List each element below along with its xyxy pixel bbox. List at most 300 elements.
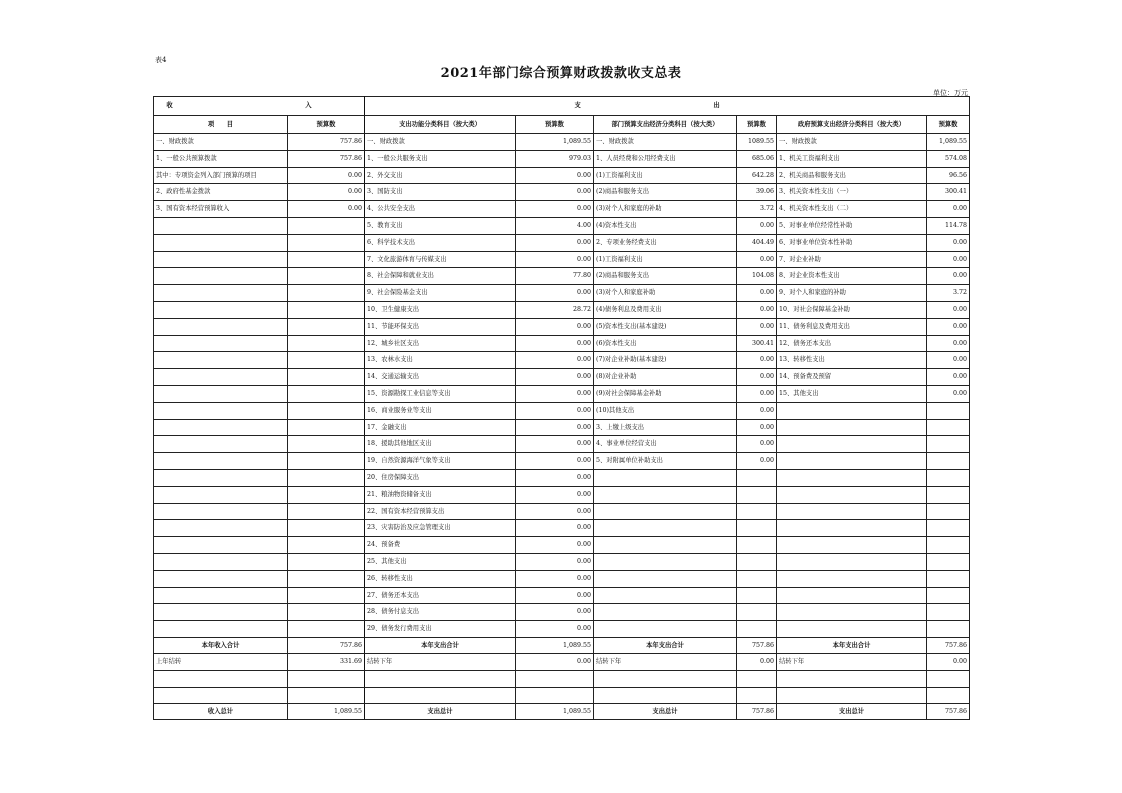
col-header: 预算数 bbox=[737, 116, 777, 134]
table-cell bbox=[154, 503, 288, 520]
table-cell bbox=[594, 570, 737, 587]
table-cell bbox=[154, 553, 288, 570]
table-cell: 本年支出合计 bbox=[365, 637, 516, 653]
table-cell: 10、卫生健康支出 bbox=[365, 301, 516, 318]
table-cell: (4)债务利息及费用支出 bbox=[594, 301, 737, 318]
table-cell bbox=[594, 604, 737, 621]
table-cell: 0.00 bbox=[737, 251, 777, 268]
table-cell: 3.72 bbox=[927, 285, 970, 302]
table-cell bbox=[594, 503, 737, 520]
table-cell bbox=[927, 453, 970, 470]
table-cell: 0.00 bbox=[516, 520, 594, 537]
table-cell: 2、专项业务经费支出 bbox=[594, 234, 737, 251]
table-cell bbox=[777, 537, 927, 554]
table-cell bbox=[288, 251, 365, 268]
table-cell: 0.00 bbox=[737, 318, 777, 335]
table-cell: 3.72 bbox=[737, 201, 777, 218]
table-cell bbox=[737, 537, 777, 554]
table-cell: (3)对个人和家庭的补助 bbox=[594, 201, 737, 218]
table-cell bbox=[737, 621, 777, 638]
table-cell: 77.80 bbox=[516, 268, 594, 285]
table-cell: 16、商业服务业等支出 bbox=[365, 402, 516, 419]
table-cell: 39.06 bbox=[737, 184, 777, 201]
table-cell bbox=[777, 469, 927, 486]
table-cell: 0.00 bbox=[516, 167, 594, 184]
table-cell bbox=[288, 436, 365, 453]
table-cell: 收入总计 bbox=[154, 704, 288, 720]
table-cell bbox=[927, 670, 970, 687]
table-cell: 0.00 bbox=[516, 285, 594, 302]
table-row bbox=[154, 469, 970, 486]
table-cell bbox=[288, 687, 365, 704]
table-row bbox=[154, 234, 970, 251]
table-cell bbox=[288, 503, 365, 520]
table-cell: 本年收入合计 bbox=[154, 637, 288, 653]
table-cell: 757.86 bbox=[737, 637, 777, 653]
table-cell bbox=[737, 486, 777, 503]
budget-table bbox=[153, 96, 970, 720]
table-cell: 0.00 bbox=[927, 385, 970, 402]
table-row bbox=[154, 419, 970, 436]
table-cell bbox=[737, 670, 777, 687]
table-cell: 404.49 bbox=[737, 234, 777, 251]
table-cell bbox=[288, 402, 365, 419]
table-cell bbox=[927, 436, 970, 453]
table-cell bbox=[288, 217, 365, 234]
table-cell bbox=[927, 469, 970, 486]
table-cell: 0.00 bbox=[516, 653, 594, 670]
table-cell bbox=[154, 587, 288, 604]
table-row bbox=[154, 201, 970, 218]
table-cell bbox=[594, 486, 737, 503]
table-row bbox=[154, 352, 970, 369]
table-cell bbox=[927, 486, 970, 503]
table-cell bbox=[777, 419, 927, 436]
table-cell: 28.72 bbox=[516, 301, 594, 318]
table-cell bbox=[927, 604, 970, 621]
table-cell bbox=[288, 570, 365, 587]
table-cell: 0.00 bbox=[927, 318, 970, 335]
table-cell: 0.00 bbox=[927, 251, 970, 268]
table-cell: 0.00 bbox=[516, 369, 594, 386]
table-cell: 757.86 bbox=[288, 637, 365, 653]
table-cell bbox=[737, 503, 777, 520]
table-cell bbox=[927, 587, 970, 604]
table-cell bbox=[288, 486, 365, 503]
table-cell: 其中：专项资金列入部门预算的项目 bbox=[154, 167, 288, 184]
table-cell: 本年支出合计 bbox=[594, 637, 737, 653]
table-cell bbox=[154, 301, 288, 318]
table-cell: 18、援助其他地区支出 bbox=[365, 436, 516, 453]
table-cell bbox=[288, 369, 365, 386]
expense-section-header: 支 出 bbox=[365, 97, 970, 116]
table-cell bbox=[737, 604, 777, 621]
table-cell: 3、机关资本性支出（一） bbox=[777, 184, 927, 201]
table-cell: (5)资本性支出(基本建设) bbox=[594, 318, 737, 335]
table-cell: 0.00 bbox=[516, 537, 594, 554]
table-cell bbox=[154, 335, 288, 352]
table-row bbox=[154, 653, 970, 670]
table-cell: 24、预备费 bbox=[365, 537, 516, 554]
table-cell bbox=[154, 453, 288, 470]
table-cell bbox=[154, 369, 288, 386]
table-cell: 1,089.55 bbox=[516, 704, 594, 720]
table-cell: 757.86 bbox=[927, 637, 970, 653]
table-cell: 一、财政拨款 bbox=[594, 134, 737, 151]
table-cell: 0.00 bbox=[516, 570, 594, 587]
table-row bbox=[154, 436, 970, 453]
table-cell: 0.00 bbox=[516, 553, 594, 570]
table-cell: 104.08 bbox=[737, 268, 777, 285]
table-row bbox=[154, 251, 970, 268]
table-cell: 结转下年 bbox=[594, 653, 737, 670]
table-row bbox=[154, 621, 970, 638]
table-cell: 7、对企业补助 bbox=[777, 251, 927, 268]
table-cell: 757.86 bbox=[288, 150, 365, 167]
table-cell: 0.00 bbox=[927, 268, 970, 285]
table-cell: 26、转移性支出 bbox=[365, 570, 516, 587]
table-cell: 12、债务还本支出 bbox=[777, 335, 927, 352]
table-cell: 300.41 bbox=[927, 184, 970, 201]
table-cell bbox=[154, 604, 288, 621]
table-cell: 0.00 bbox=[737, 453, 777, 470]
table-cell bbox=[288, 553, 365, 570]
table-cell: 一、财政拨款 bbox=[154, 134, 288, 151]
table-cell bbox=[288, 469, 365, 486]
income-section-header: 收 入 bbox=[154, 97, 365, 116]
table-cell bbox=[594, 687, 737, 704]
table-cell bbox=[154, 352, 288, 369]
table-cell bbox=[154, 217, 288, 234]
table-cell: 本年支出合计 bbox=[777, 637, 927, 653]
table-cell: 0.00 bbox=[737, 385, 777, 402]
table-cell bbox=[777, 553, 927, 570]
section-header-row bbox=[154, 97, 970, 116]
table-cell bbox=[288, 268, 365, 285]
table-cell: 0.00 bbox=[737, 402, 777, 419]
table-cell bbox=[594, 553, 737, 570]
table-cell: 0.00 bbox=[737, 419, 777, 436]
table-cell: 0.00 bbox=[927, 352, 970, 369]
table-cell: 6、对事业单位资本性补助 bbox=[777, 234, 927, 251]
table-cell: 4、事业单位经营支出 bbox=[594, 436, 737, 453]
table-cell: (7)对企业补助(基本建设) bbox=[594, 352, 737, 369]
table-cell bbox=[777, 587, 927, 604]
table-cell: (6)资本性支出 bbox=[594, 335, 737, 352]
table-cell: 8、社会保障和就业支出 bbox=[365, 268, 516, 285]
table-cell bbox=[777, 503, 927, 520]
table-cell bbox=[154, 251, 288, 268]
table-cell bbox=[154, 318, 288, 335]
table-cell: 331.69 bbox=[288, 653, 365, 670]
table-row bbox=[154, 587, 970, 604]
table-cell: 支出总计 bbox=[594, 704, 737, 720]
table-cell: 757.86 bbox=[927, 704, 970, 720]
table-cell: 642.28 bbox=[737, 167, 777, 184]
table-cell bbox=[365, 670, 516, 687]
table-cell bbox=[927, 419, 970, 436]
table-row bbox=[154, 453, 970, 470]
table-cell: 10、对社会保障基金补助 bbox=[777, 301, 927, 318]
table-cell: 0.00 bbox=[516, 469, 594, 486]
table-cell: 0.00 bbox=[516, 453, 594, 470]
table-cell: 1、人员经费和公用经费支出 bbox=[594, 150, 737, 167]
table-cell bbox=[154, 670, 288, 687]
page-title: 2021年部门综合预算财政拨款收支总表 bbox=[440, 66, 682, 81]
table-cell: 685.06 bbox=[737, 150, 777, 167]
table-cell: 9、对个人和家庭的补助 bbox=[777, 285, 927, 302]
table-cell: 0.00 bbox=[516, 604, 594, 621]
table-cell: (3)对个人和家庭补助 bbox=[594, 285, 737, 302]
table-cell: 96.56 bbox=[927, 167, 970, 184]
table-cell: 3、国防支出 bbox=[365, 184, 516, 201]
table-cell: 6、科学技术支出 bbox=[365, 234, 516, 251]
table-cell bbox=[288, 385, 365, 402]
table-cell bbox=[288, 520, 365, 537]
table-cell: 23、灾害防治及应急管理支出 bbox=[365, 520, 516, 537]
table-cell: 0.00 bbox=[516, 385, 594, 402]
table-cell: 0.00 bbox=[516, 419, 594, 436]
table-cell: 4、公共安全支出 bbox=[365, 201, 516, 218]
table-cell: 结转下年 bbox=[777, 653, 927, 670]
table-cell bbox=[737, 587, 777, 604]
table-cell bbox=[594, 520, 737, 537]
table-cell bbox=[594, 621, 737, 638]
table-cell: 0.00 bbox=[516, 234, 594, 251]
col-header: 预算数 bbox=[288, 116, 365, 134]
table-cell bbox=[154, 234, 288, 251]
table-cell: (4)资本性支出 bbox=[594, 217, 737, 234]
table-cell bbox=[927, 570, 970, 587]
table-cell bbox=[288, 285, 365, 302]
table-cell: (2)商品和服务支出 bbox=[594, 184, 737, 201]
table-cell: 2、外交支出 bbox=[365, 167, 516, 184]
table-cell: 结转下年 bbox=[365, 653, 516, 670]
table-cell bbox=[154, 570, 288, 587]
table-cell bbox=[288, 318, 365, 335]
table-row bbox=[154, 687, 970, 704]
table-cell: 2、机关商品和服务支出 bbox=[777, 167, 927, 184]
table-cell bbox=[154, 621, 288, 638]
table-cell: 12、城乡社区支出 bbox=[365, 335, 516, 352]
table-cell: 支出总计 bbox=[777, 704, 927, 720]
table-cell: 0.00 bbox=[737, 217, 777, 234]
table-cell: 0.00 bbox=[288, 167, 365, 184]
table-cell: 1、一般公共预算拨款 bbox=[154, 150, 288, 167]
table-cell bbox=[777, 453, 927, 470]
table-row bbox=[154, 217, 970, 234]
table-cell: 0.00 bbox=[516, 184, 594, 201]
table-row bbox=[154, 402, 970, 419]
table-cell: 0.00 bbox=[516, 201, 594, 218]
table-cell: 14、交通运输支出 bbox=[365, 369, 516, 386]
table-cell: 20、住房保障支出 bbox=[365, 469, 516, 486]
table-row bbox=[154, 285, 970, 302]
table-row bbox=[154, 670, 970, 687]
table-cell bbox=[516, 670, 594, 687]
table-cell bbox=[288, 234, 365, 251]
table-cell bbox=[288, 301, 365, 318]
table-cell: 22、国有资本经营预算支出 bbox=[365, 503, 516, 520]
table-cell: 0.00 bbox=[737, 369, 777, 386]
table-cell bbox=[154, 285, 288, 302]
table-cell: 1,089.55 bbox=[516, 134, 594, 151]
table-cell bbox=[594, 670, 737, 687]
table-cell: 21、粮油物资储备支出 bbox=[365, 486, 516, 503]
table-cell bbox=[927, 520, 970, 537]
table-cell bbox=[516, 687, 594, 704]
table-cell bbox=[927, 621, 970, 638]
table-cell bbox=[737, 469, 777, 486]
table-cell bbox=[154, 687, 288, 704]
table-cell bbox=[777, 402, 927, 419]
table-cell bbox=[288, 604, 365, 621]
table-cell: 757.86 bbox=[288, 134, 365, 151]
table-cell bbox=[154, 486, 288, 503]
table-cell: 14、预备费及预留 bbox=[777, 369, 927, 386]
table-cell bbox=[154, 469, 288, 486]
table-cell bbox=[154, 520, 288, 537]
table-cell bbox=[154, 402, 288, 419]
table-cell: 15、其他支出 bbox=[777, 385, 927, 402]
table-row bbox=[154, 537, 970, 554]
table-row bbox=[154, 503, 970, 520]
table-tag: 表4 bbox=[155, 56, 167, 64]
table-cell: 5、对附属单位补助支出 bbox=[594, 453, 737, 470]
table-cell bbox=[288, 453, 365, 470]
table-row bbox=[154, 301, 970, 318]
table-cell: 7、文化旅游体育与传媒支出 bbox=[365, 251, 516, 268]
table-cell: (8)对企业补助 bbox=[594, 369, 737, 386]
table-cell: 17、金融支出 bbox=[365, 419, 516, 436]
table-cell bbox=[594, 469, 737, 486]
table-cell: 0.00 bbox=[288, 184, 365, 201]
table-cell: 300.41 bbox=[737, 335, 777, 352]
table-cell: 0.00 bbox=[927, 234, 970, 251]
table-row bbox=[154, 637, 970, 653]
table-row bbox=[154, 704, 970, 720]
table-row bbox=[154, 184, 970, 201]
table-cell bbox=[777, 687, 927, 704]
table-cell: 0.00 bbox=[516, 251, 594, 268]
table-cell: 979.03 bbox=[516, 150, 594, 167]
table-cell: 13、转移性支出 bbox=[777, 352, 927, 369]
table-cell bbox=[777, 621, 927, 638]
table-cell: 757.86 bbox=[737, 704, 777, 720]
table-cell: 0.00 bbox=[927, 653, 970, 670]
table-cell: 5、对事业单位经常性补助 bbox=[777, 217, 927, 234]
table-cell bbox=[777, 570, 927, 587]
col-header: 部门预算支出经济分类科目（按大类） bbox=[594, 116, 737, 134]
col-header: 项 目 bbox=[154, 116, 288, 134]
table-cell: 1、一般公共服务支出 bbox=[365, 150, 516, 167]
table-cell: 上年结转 bbox=[154, 653, 288, 670]
col-header: 预算数 bbox=[927, 116, 970, 134]
table-cell: 0.00 bbox=[516, 402, 594, 419]
table-cell bbox=[594, 537, 737, 554]
table-cell bbox=[288, 621, 365, 638]
table-cell: 1,089.55 bbox=[927, 134, 970, 151]
table-cell: 3、上缴上级支出 bbox=[594, 419, 737, 436]
table-cell bbox=[154, 419, 288, 436]
table-row bbox=[154, 167, 970, 184]
table-cell bbox=[777, 486, 927, 503]
table-cell: 4.00 bbox=[516, 217, 594, 234]
table-cell: 0.00 bbox=[737, 352, 777, 369]
table-cell bbox=[365, 687, 516, 704]
table-cell: 1、机关工资福利支出 bbox=[777, 150, 927, 167]
table-row bbox=[154, 268, 970, 285]
table-cell: 1,089.55 bbox=[288, 704, 365, 720]
table-cell: 2、政府性基金拨款 bbox=[154, 184, 288, 201]
table-row bbox=[154, 335, 970, 352]
table-cell bbox=[737, 687, 777, 704]
table-cell: 9、社会保险基金支出 bbox=[365, 285, 516, 302]
table-cell: 0.00 bbox=[516, 503, 594, 520]
column-header-row bbox=[154, 116, 970, 134]
table-cell bbox=[927, 687, 970, 704]
table-cell: 13、农林水支出 bbox=[365, 352, 516, 369]
table-cell: 5、教育支出 bbox=[365, 217, 516, 234]
table-cell bbox=[154, 268, 288, 285]
table-row bbox=[154, 486, 970, 503]
table-cell bbox=[288, 670, 365, 687]
table-cell: 0.00 bbox=[737, 436, 777, 453]
table-cell bbox=[737, 520, 777, 537]
table-cell bbox=[737, 553, 777, 570]
table-cell: 29、债务发行费用支出 bbox=[365, 621, 516, 638]
table-cell bbox=[927, 402, 970, 419]
table-cell: 0.00 bbox=[737, 653, 777, 670]
table-cell bbox=[288, 537, 365, 554]
table-row bbox=[154, 134, 970, 151]
table-cell: 0.00 bbox=[516, 621, 594, 638]
table-cell bbox=[777, 670, 927, 687]
table-cell bbox=[288, 587, 365, 604]
table-cell bbox=[777, 436, 927, 453]
table-cell bbox=[737, 570, 777, 587]
table-cell: 0.00 bbox=[927, 335, 970, 352]
table-cell: (1)工资福利支出 bbox=[594, 167, 737, 184]
table-cell: 0.00 bbox=[927, 369, 970, 386]
table-cell: 3、国有资本经营预算收入 bbox=[154, 201, 288, 218]
table-cell bbox=[927, 503, 970, 520]
table-cell: 114.78 bbox=[927, 217, 970, 234]
table-cell bbox=[288, 335, 365, 352]
unit-label: 单位：万元 bbox=[933, 89, 968, 97]
table-cell: 0.00 bbox=[927, 301, 970, 318]
table-cell: 28、债务付息支出 bbox=[365, 604, 516, 621]
table-cell bbox=[288, 419, 365, 436]
table-cell: 0.00 bbox=[516, 335, 594, 352]
table-cell: 11、债务利息及费用支出 bbox=[777, 318, 927, 335]
table-cell: 0.00 bbox=[737, 285, 777, 302]
table-cell: 27、债务还本支出 bbox=[365, 587, 516, 604]
table-cell: (2)商品和服务支出 bbox=[594, 268, 737, 285]
table-row bbox=[154, 150, 970, 167]
table-cell: 0.00 bbox=[516, 587, 594, 604]
table-body bbox=[154, 134, 970, 720]
table-cell: 0.00 bbox=[516, 318, 594, 335]
table-cell: 4、机关资本性支出（二） bbox=[777, 201, 927, 218]
table-cell bbox=[927, 553, 970, 570]
table-cell: 0.00 bbox=[516, 436, 594, 453]
table-cell bbox=[288, 352, 365, 369]
table-row bbox=[154, 520, 970, 537]
table-row bbox=[154, 318, 970, 335]
table-row bbox=[154, 604, 970, 621]
table-cell bbox=[154, 537, 288, 554]
